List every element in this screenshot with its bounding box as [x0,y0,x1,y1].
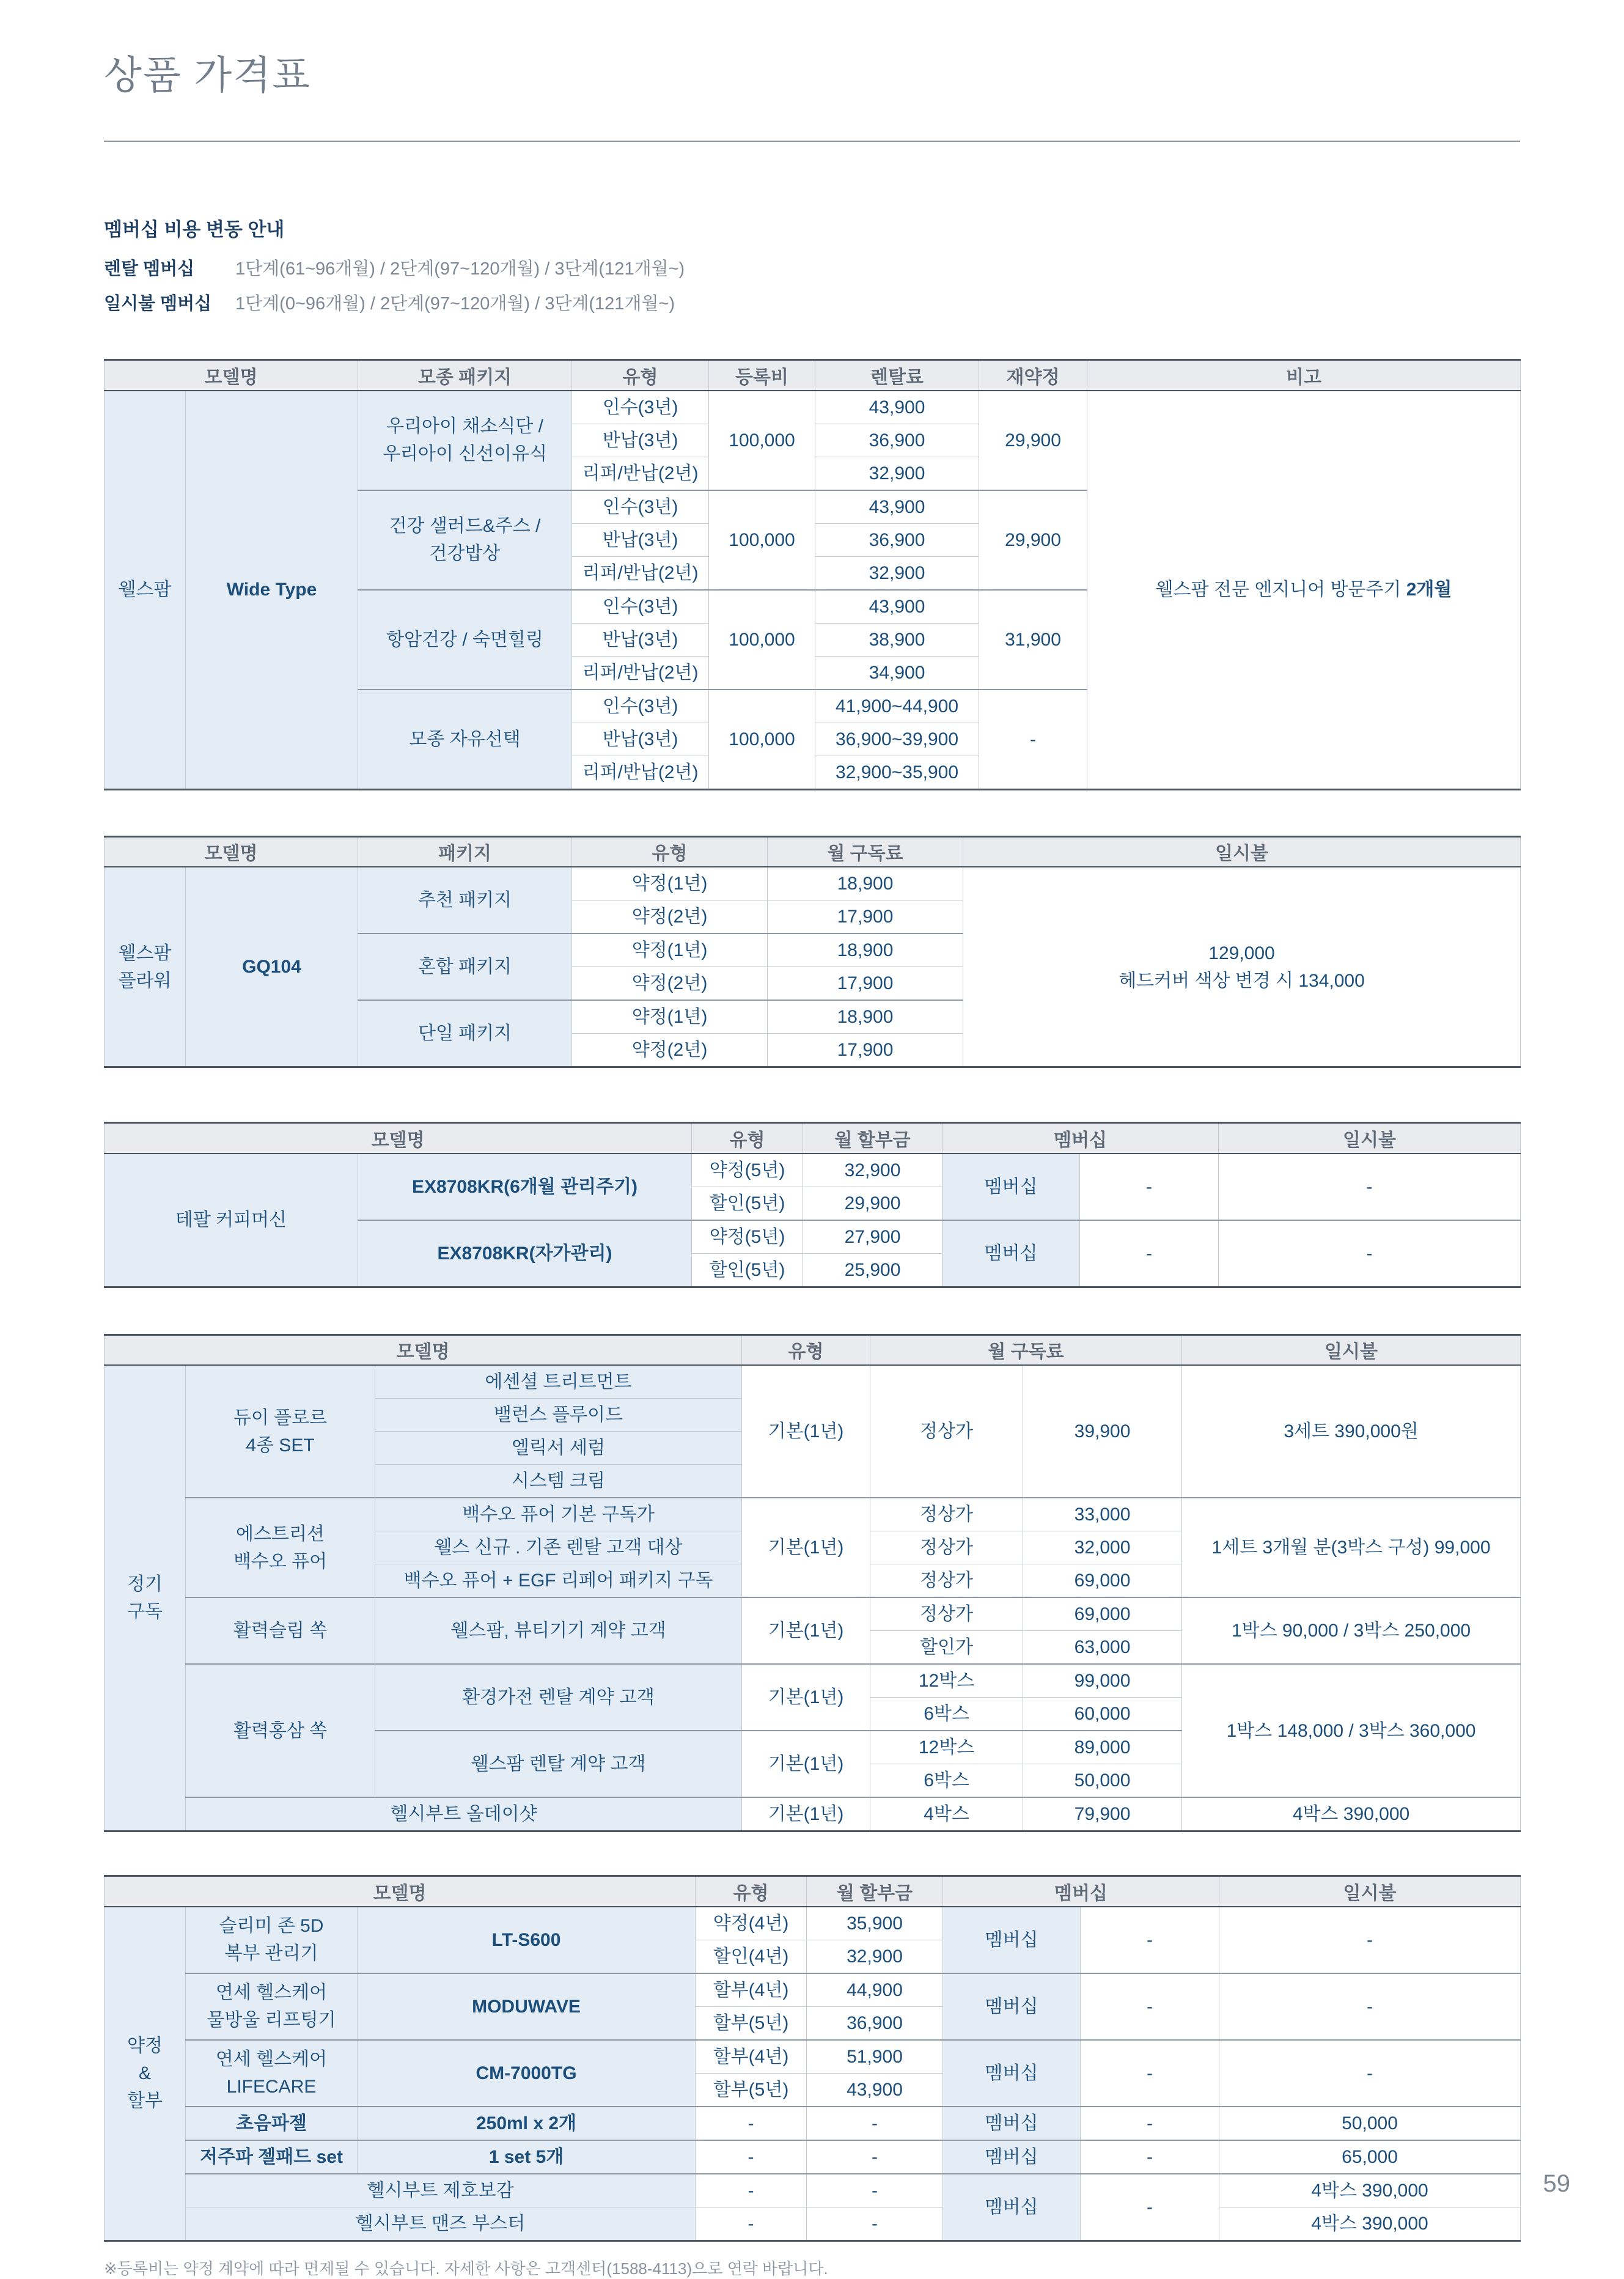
table-cell: - [696,2107,807,2140]
column-header: 일시불 [963,836,1521,867]
column-header: 모델명 [105,836,358,867]
table-cell: 에스트리션 백수오 퓨어 [186,1498,375,1597]
table-cell: 65,000 [1219,2140,1521,2174]
table-cell: 할인(5년) [692,1253,803,1287]
table-cell: 32,900 [803,1154,942,1187]
table-cell: - [1080,1220,1219,1287]
table-cell: 29,900 [979,391,1087,490]
table-cell: 할인(5년) [692,1187,803,1220]
table-cell: 백수오 퓨어 + EGF 리페어 패키지 구독 [375,1564,742,1598]
table-cell: 1세트 3개월 분(3박스 구성) 99,000 [1182,1498,1521,1597]
table-cell: 리퍼/반납(2년) [572,457,709,490]
price-table-regular-subscription [104,1334,1520,1833]
table-cell: 35,900 [807,1907,943,1940]
column-header: 월 할부금 [807,1876,943,1907]
table-cell: 29,900 [979,490,1087,590]
table-cell: 250ml x 2개 [358,2107,696,2140]
table-cell: 50,000 [1219,2107,1521,2140]
table-row [105,1498,1521,1531]
table-cell: 반납(3년) [572,523,709,556]
table-row [105,1973,1521,2007]
column-header: 일시불 [1182,1335,1521,1365]
table-cell: 36,900 [815,424,979,457]
table-row [105,1664,1521,1698]
table-cell: EX8708KR(6개월 관리주기) [358,1154,692,1220]
table-regular-subscription [104,1334,1521,1833]
table-cell: - [696,2140,807,2174]
table-cell: 반납(3년) [572,424,709,457]
table-cell: 항암건강 / 숙면힐링 [358,590,572,690]
table-cell: 반납(3년) [572,723,709,756]
table-cell: 17,900 [768,967,963,1001]
table-cell: 43,900 [807,2073,943,2107]
table-cell: 32,900~35,900 [815,756,979,789]
table-cell: - [807,2207,943,2240]
price-table-wellspharm-flower [104,836,1520,1069]
table-cell: 100,000 [709,391,815,490]
table-cell: 약정(1년) [572,933,768,967]
column-header: 모델명 [105,360,358,391]
column-header: 월 구독료 [768,836,963,867]
table-cell: - [1081,2107,1219,2140]
table-cell: 32,000 [1023,1531,1182,1564]
table-cell: 약정(5년) [692,1154,803,1187]
column-header: 재약정 [979,360,1087,391]
price-list-page [0,44,1624,2278]
table-cell: 멤버십 [943,2040,1081,2107]
table-cell: 정상가 [870,1365,1023,1498]
table-cell: 기본(1년) [742,1597,870,1664]
table-cell: 51,900 [807,2040,943,2074]
table-cell: 약정(2년) [572,967,768,1001]
column-header: 패키지 [358,836,572,867]
table-cell: 6박스 [870,1764,1023,1798]
title-divider [104,141,1520,142]
table-cell: 헬시부트 제호보감 [186,2174,696,2207]
table-cell: 100,000 [709,690,815,790]
table-wellspharm-wide-rental [104,359,1521,790]
table-cell: 웰스팜, 뷰티기기 계약 고객 [375,1597,742,1664]
table-cell: - [696,2207,807,2240]
table-cell: 연세 헬스케어 LIFECARE [186,2040,358,2107]
table-cell: 인수(3년) [572,391,709,424]
table-cell: 엘릭서 세럼 [375,1432,742,1465]
table-cell: 31,900 [979,590,1087,690]
table-cell: 25,900 [803,1253,942,1287]
table-cell: - [979,690,1087,790]
column-header: 일시불 [1219,1123,1521,1154]
table-cell: 17,900 [768,1034,963,1067]
table-contract-installment [104,1875,1521,2242]
table-cell: 웰스팜 플라워 [105,867,186,1067]
table-cell: 약정(2년) [572,900,768,934]
table-row [105,2107,1521,2140]
table-row [105,391,1521,424]
table-cell: 환경가전 렌탈 계약 고객 [375,1664,742,1731]
table-cell: 할인(4년) [696,1940,807,1973]
table-cell: 정상가 [870,1564,1023,1598]
table-cell: 백수오 퓨어 기본 구독가 [375,1498,742,1531]
table-cell: GQ104 [186,867,358,1067]
table-cell: 43,900 [815,590,979,624]
table-cell: - [807,2140,943,2174]
table-row [105,1597,1521,1631]
table-cell: 36,900 [815,523,979,556]
table-cell: 할부(5년) [696,2073,807,2107]
table-cell: 1 set 5개 [358,2140,696,2174]
table-cell: 50,000 [1023,1764,1182,1798]
table-cell: - [1219,2040,1521,2107]
table-cell: 에센셜 트리트먼트 [375,1365,742,1399]
table-cell: 약정 & 할부 [105,1907,186,2241]
table-cell: 약정(5년) [692,1220,803,1254]
table-cell: 12박스 [870,1664,1023,1698]
notice-value: 1단계(61~96개월) / 2단계(97~120개월) / 3단계(121개월~) [235,259,685,279]
table-cell: 4박스 390,000 [1182,1797,1521,1832]
column-header: 유형 [742,1335,870,1365]
table-cell: 29,900 [803,1187,942,1220]
table-cell: 약정(4년) [696,1907,807,1940]
table-row [105,1797,1521,1832]
table-cell: 18,900 [768,867,963,900]
table-cell: 웰스팜 렌탈 계약 고객 [375,1731,742,1797]
table-cell: 리퍼/반납(2년) [572,656,709,690]
table-cell: 약정(2년) [572,1034,768,1067]
column-header: 멤버십 [942,1123,1219,1154]
table-cell: 멤버십 [943,2140,1081,2174]
table-cell: LT-S600 [358,1907,696,1973]
table-cell: 33,000 [1023,1498,1182,1531]
table-cell: 정기 구독 [105,1365,186,1832]
table-cell: 멤버십 [943,2174,1081,2241]
table-cell: 추천 패키지 [358,867,572,933]
table-cell: 89,000 [1023,1731,1182,1764]
table-cell: 69,000 [1023,1597,1182,1631]
table-cell: 혼합 패키지 [358,933,572,1000]
table-cell: 기본(1년) [742,1498,870,1597]
column-header: 비고 [1087,360,1521,391]
footnote: ※등록비는 약정 계약에 따라 면제될 수 있습니다. 자세한 사항은 고객센터(1588-4113)으로 연락 바랍니다. [104,2259,828,2278]
column-header: 유형 [692,1123,803,1154]
table-cell: 웰스팜 [105,391,186,790]
table-cell: 79,900 [1023,1797,1182,1832]
table-cell: - [1081,2040,1219,2107]
table-cell: EX8708KR(자가관리) [358,1220,692,1287]
table-cell: 건강 샐러드&주스 / 건강밥상 [358,490,572,590]
table-cell: 32,900 [815,556,979,590]
table-cell: - [1219,1907,1521,1973]
table-cell: 웰스 신규 . 기존 렌탈 고객 대상 [375,1531,742,1564]
table-cell: 1박스 148,000 / 3박스 360,000 [1182,1664,1521,1797]
table-cell: 기본(1년) [742,1664,870,1731]
column-header: 유형 [696,1876,807,1907]
column-header: 유형 [572,360,709,391]
table-cell: 멤버십 [942,1220,1080,1287]
table-cell: 12박스 [870,1731,1023,1764]
table-cell: 39,900 [1023,1365,1182,1498]
table-cell: 4박스 [870,1797,1023,1832]
notice-row-lumpsum [104,290,1520,315]
table-cell: 27,900 [803,1220,942,1254]
table-cell: 저주파 젤패드 set [186,2140,358,2174]
table-cell: 3세트 390,000원 [1182,1365,1521,1498]
table-cell: 기본(1년) [742,1797,870,1832]
table-cell: 129,000 헤드커버 색상 변경 시 134,000 [963,867,1521,1067]
table-row [105,1365,1521,1399]
page-title: 상품 가격표 [104,53,311,97]
table-cell: 듀이 플로르 4종 SET [186,1365,375,1498]
table-cell: - [1081,2174,1219,2241]
table-cell: 할인가 [870,1631,1023,1665]
price-table-wellspharm-wide [104,359,1520,790]
table-cell: 할부(5년) [696,2006,807,2040]
table-cell: 활력슬림 쏙 [186,1597,375,1664]
column-header: 모델명 [105,1876,696,1907]
price-table-contract-installment [104,1875,1520,2242]
table-cell: 32,900 [807,1940,943,1973]
column-header: 유형 [572,836,768,867]
table-row [105,1154,1521,1187]
table-cell: 멤버십 [943,1907,1081,1973]
notice-label: 일시불 멤버십 [104,294,212,314]
table-cell: 정상가 [870,1531,1023,1564]
table-cell: 시스템 크림 [375,1465,742,1498]
notice-heading: 멤버십 비용 변동 안내 [104,219,285,240]
table-tefal-coffee-machine [104,1122,1521,1288]
table-cell: - [1080,1154,1219,1220]
table-cell: 4박스 390,000 [1219,2207,1521,2240]
table-row [105,2207,1521,2240]
table-row [105,2040,1521,2074]
table-cell: 38,900 [815,623,979,656]
table-cell: 약정(1년) [572,867,768,900]
table-cell: 43,900 [815,490,979,524]
page-number: 59 [1543,2170,1570,2197]
table-cell: 웰스팜 전문 엔지니어 방문주기 2개월 [1087,391,1521,790]
table-cell: 헬시부트 맨즈 부스터 [186,2207,696,2240]
table-cell: CM-7000TG [358,2040,696,2107]
notice-value: 1단계(0~96개월) / 2단계(97~120개월) / 3단계(121개월~) [235,294,675,314]
column-header: 멤버십 [943,1876,1219,1907]
column-header: 모종 패키지 [358,360,572,391]
table-cell: 36,900 [807,2006,943,2040]
table-cell: 1박스 90,000 / 3박스 250,000 [1182,1597,1521,1664]
table-cell: 밸런스 플루이드 [375,1399,742,1432]
table-cell: 인수(3년) [572,590,709,624]
table-cell: 100,000 [709,590,815,690]
table-cell: 활력홍삼 쏙 [186,1664,375,1797]
table-cell: - [1081,2140,1219,2174]
notice-label: 렌탈 멤버십 [104,259,195,279]
table-cell: 슬리미 존 5D 복부 관리기 [186,1907,358,1973]
table-cell: 34,900 [815,656,979,690]
table-cell: - [1219,1973,1521,2040]
table-cell: 43,900 [815,391,979,424]
table-wellspharm-flower-subscription [104,836,1521,1069]
table-cell: 멤버십 [942,1154,1080,1220]
table-cell: 99,000 [1023,1664,1182,1698]
price-tables [104,359,1520,2242]
table-cell: 정상가 [870,1498,1023,1531]
table-cell: 리퍼/반납(2년) [572,556,709,590]
table-cell: - [1219,1220,1521,1287]
table-cell: 약정(1년) [572,1000,768,1034]
price-table-tefal-coffee [104,1122,1520,1288]
table-cell: 모종 자유선택 [358,690,572,790]
table-cell: 정상가 [870,1597,1023,1631]
column-header: 등록비 [709,360,815,391]
table-cell: 리퍼/반납(2년) [572,756,709,789]
column-header: 모델명 [105,1123,692,1154]
table-cell: - [1081,1973,1219,2040]
table-cell: 초음파젤 [186,2107,358,2140]
column-header: 월 할부금 [803,1123,942,1154]
table-cell: - [696,2174,807,2207]
table-cell: - [807,2107,943,2140]
table-cell: 연세 헬스케어 물방울 리프팅기 [186,1973,358,2040]
table-cell: 기본(1년) [742,1365,870,1498]
table-cell: 4박스 390,000 [1219,2174,1521,2207]
table-row [105,867,1521,900]
table-cell: 44,900 [807,1973,943,2007]
table-cell: 기본(1년) [742,1731,870,1797]
table-cell: 헬시부트 올데이샷 [186,1797,742,1832]
table-cell: 18,900 [768,933,963,967]
table-cell: 63,000 [1023,1631,1182,1665]
table-cell: 41,900~44,900 [815,690,979,723]
table-cell: 인수(3년) [572,490,709,524]
table-cell: 멤버십 [943,2107,1081,2140]
table-cell: 할부(4년) [696,1973,807,2007]
table-row [105,2140,1521,2174]
table-cell: 17,900 [768,900,963,934]
table-cell: 6박스 [870,1698,1023,1731]
table-cell: 단일 패키지 [358,1000,572,1067]
table-cell: - [1219,1154,1521,1220]
table-cell: 69,000 [1023,1564,1182,1598]
table-cell: 32,900 [815,457,979,490]
table-row [105,1907,1521,1940]
column-header: 렌탈료 [815,360,979,391]
table-cell: - [807,2174,943,2207]
column-header: 일시불 [1219,1876,1521,1907]
table-cell: 인수(3년) [572,690,709,723]
membership-notice [104,214,1520,315]
table-cell: 테팔 커피머신 [105,1154,358,1287]
table-cell: 우리아이 채소식단 / 우리아이 신선이유식 [358,391,572,490]
table-cell: 60,000 [1023,1698,1182,1731]
table-cell: 100,000 [709,490,815,590]
table-cell: 할부(4년) [696,2040,807,2074]
table-cell: 18,900 [768,1000,963,1034]
column-header: 월 구독료 [870,1335,1182,1365]
table-cell: Wide Type [186,391,358,790]
table-cell: 36,900~39,900 [815,723,979,756]
table-cell: MODUWAVE [358,1973,696,2040]
table-cell: - [1081,1907,1219,1973]
table-cell: 멤버십 [943,1973,1081,2040]
notice-row-rental [104,255,1520,280]
column-header: 모델명 [105,1335,742,1365]
table-cell: 반납(3년) [572,623,709,656]
